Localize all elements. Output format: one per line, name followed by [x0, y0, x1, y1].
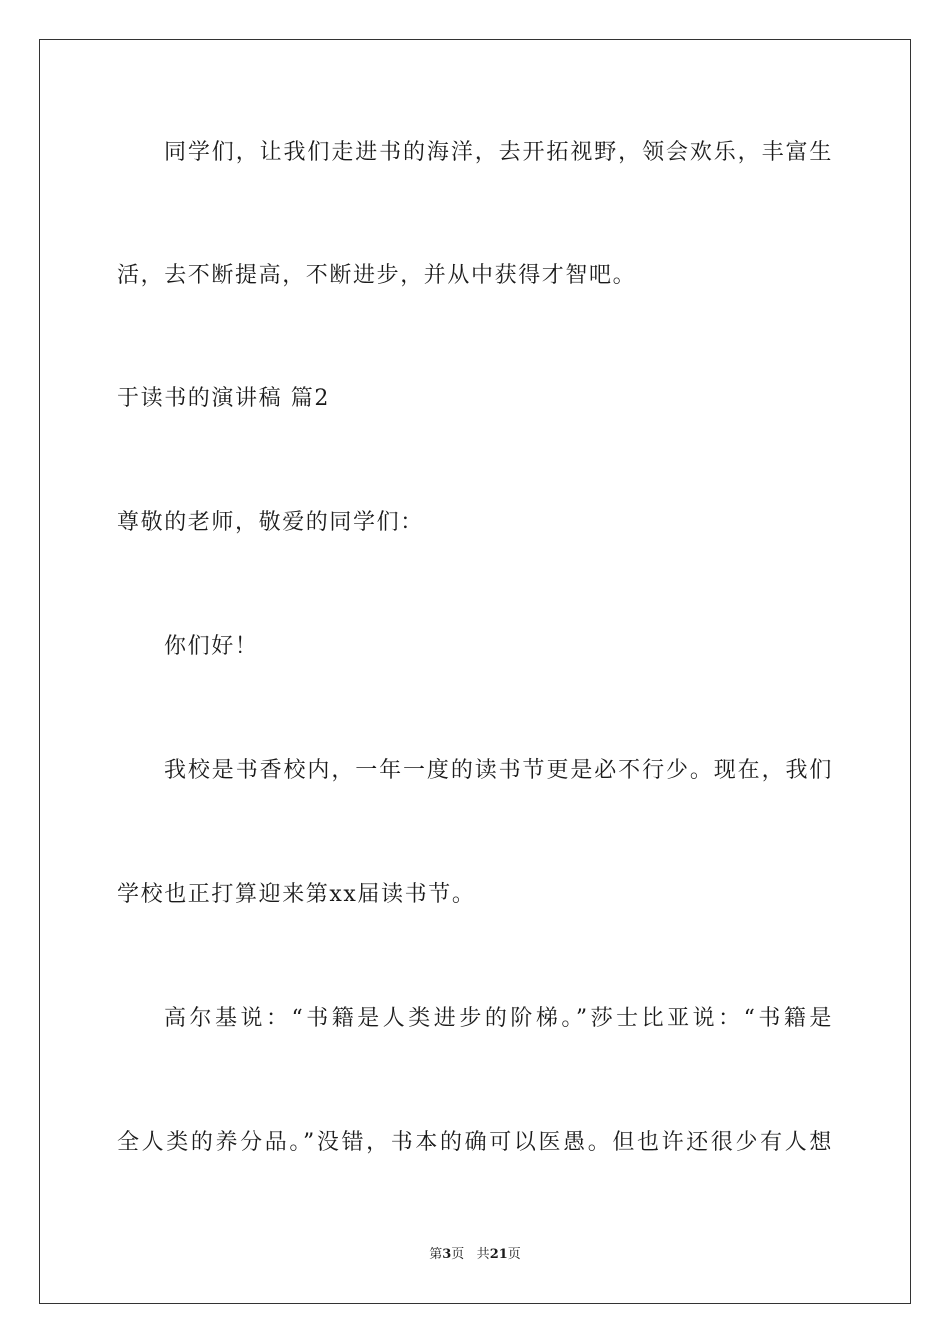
total-pages-number: 21: [489, 1247, 508, 1262]
section-heading: 于读书的演讲稿 篇2: [117, 386, 330, 411]
salutation-line: 尊敬的老师，敬爱的同学们：: [117, 510, 424, 535]
page-number-prefix: 第: [429, 1247, 443, 1262]
paragraph-line: 活，去不断提高，不断进步，并从中获得才智吧。: [117, 263, 637, 288]
current-page-number: 3: [442, 1247, 452, 1262]
total-pages-suffix: 页: [507, 1247, 521, 1262]
greeting-line: 你们好！: [164, 634, 259, 659]
paragraph-line: 高尔基说：“书籍是人类进步的阶梯。”莎士比亚说：“书籍是: [164, 1006, 833, 1031]
paragraph-line: 学校也正打算迎来第xx届读书节。: [117, 882, 476, 907]
paragraph-line: 全人类的养分品。”没错，书本的确可以医愚。但也许还很少有人想: [117, 1130, 833, 1155]
paragraph-line: 我校是书香校内，一年一度的读书节更是必不行少。现在，我们: [164, 758, 833, 783]
page-number-suffix: 页: [451, 1247, 465, 1262]
page-footer: [0, 1246, 950, 1264]
page-border: [39, 39, 911, 1304]
total-pages-prefix: 共: [476, 1247, 490, 1262]
paragraph-line: 同学们，让我们走进书的海洋，去开拓视野，领会欢乐，丰富生: [164, 140, 833, 165]
